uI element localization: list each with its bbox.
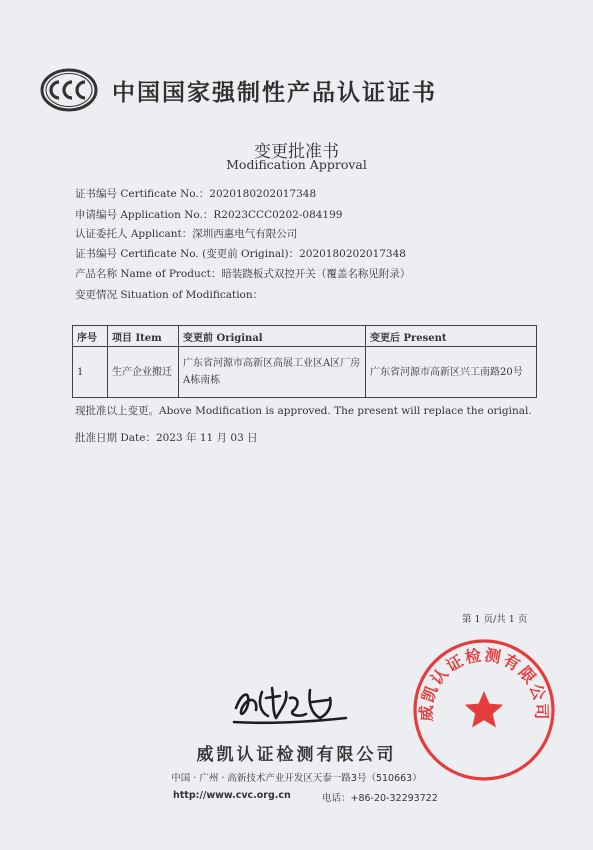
- column-header: 序号: [73, 326, 108, 347]
- field-label: 产品名称 Name of Product: [75, 268, 211, 280]
- product-name-row: 产品名称 Name of Product：暗装跷板式双控开关（覆盖名称见附录）: [75, 268, 411, 280]
- field-label: 申请编号 Application No.: [75, 209, 203, 221]
- table-cell: 广东省河源市高新区兴工南路20号: [366, 347, 537, 398]
- certificate-number-row: 证书编号 Certificate No.：2020180202017348: [75, 188, 317, 200]
- field-label: 认证委托人 Applicant: [75, 228, 182, 240]
- field-label: 证书编号 Certificate No.: [75, 188, 199, 200]
- column-header: 变更前 Original: [179, 326, 366, 347]
- field-value: 暗装跷板式双控开关（覆盖名称见附录）: [221, 268, 411, 280]
- seal-text: 威凯认证检测有限公司: [416, 645, 552, 722]
- modification-situation-row: 变更情况 Situation of Modification：: [75, 289, 264, 301]
- modification-table: [72, 325, 537, 398]
- table-cell: 1: [73, 347, 108, 398]
- column-header: 项目 Item: [108, 326, 179, 347]
- field-value: 深圳西惠电气有限公司: [192, 228, 298, 240]
- issuer-company-name: 威凯认证检测有限公司: [196, 745, 397, 765]
- issuer-phone: 电话：+86-20-32293722: [322, 793, 438, 804]
- certificate-title: 中国国家强制性产品认证证书: [112, 80, 437, 106]
- ccc-logo-icon: [40, 68, 98, 112]
- field-value: 2020180202017348: [209, 188, 317, 200]
- issuer-website: http://www.cvc.org.cn: [173, 790, 291, 801]
- approval-date: 批准日期 Date：2023 年 11 月 03 日: [75, 432, 258, 444]
- original-certificate-row: 证书编号 Certificate No. (变更前 Original)：2020180202017348: [75, 248, 406, 260]
- document-title-en: Modification Approval: [226, 157, 367, 172]
- issuer-address: 中国 · 广州 · 高新技术产业开发区天泰一路3号（510663）: [171, 773, 422, 784]
- table-cell: 广东省河源市高新区高展工业区A区厂房A栋南栋: [179, 347, 366, 398]
- field-label: 变更情况 Situation of Modification: [75, 289, 253, 301]
- application-number-row: 申请编号 Application No.：R2023CCC0202-084199: [75, 209, 343, 221]
- field-label: 证书编号 Certificate No. (变更前 Original): [75, 248, 289, 260]
- table-cell: 生产企业搬迁: [108, 347, 179, 398]
- applicant-row: 认证委托人 Applicant：深圳西惠电气有限公司: [75, 228, 298, 240]
- field-value: R2023CCC0202-084199: [213, 209, 343, 221]
- document-title-cn: 变更批准书: [254, 142, 339, 162]
- signature-image: [228, 678, 353, 728]
- page-number: 第 1 页/共 1 页: [462, 614, 528, 625]
- column-header: 变更后 Present: [366, 326, 537, 347]
- table-row: [73, 347, 537, 398]
- approval-note: 现批准以上变更。Above Modification is approved. The present will replace the original.: [75, 405, 532, 417]
- star-icon: [465, 691, 503, 728]
- field-value: 2020180202017348: [299, 248, 406, 260]
- table-header-row: [73, 326, 537, 347]
